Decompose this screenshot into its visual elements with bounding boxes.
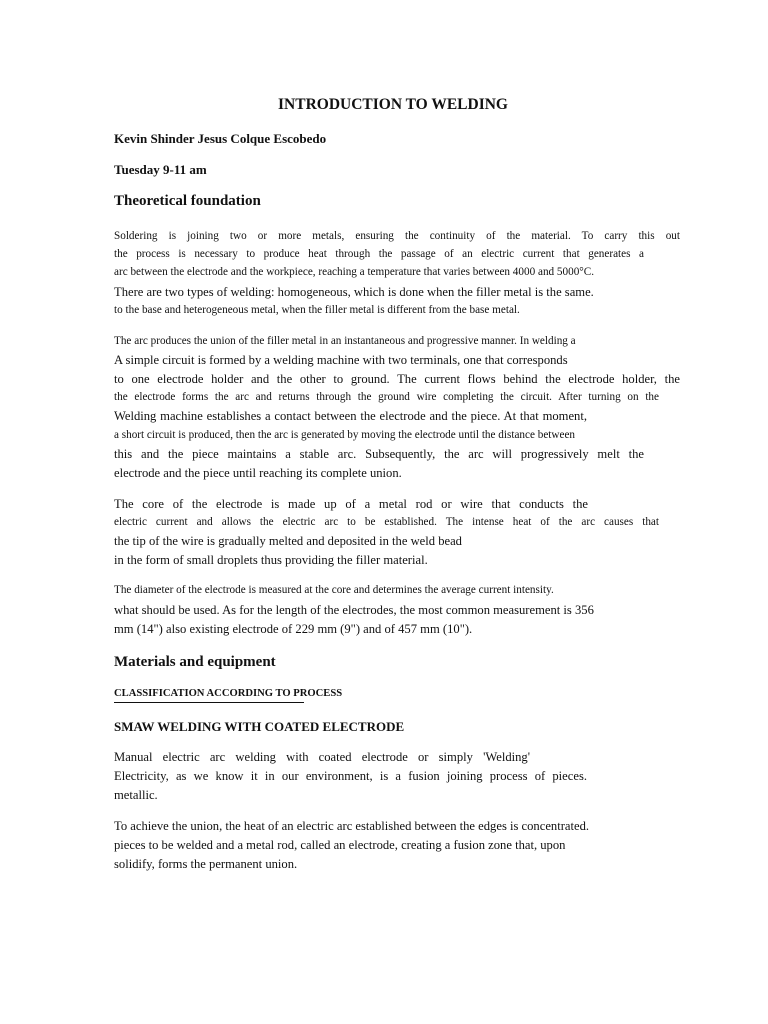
paragraph-line: in the form of small droplets thus providing the filler material. — [114, 553, 428, 567]
heading-theoretical-foundation: Theoretical foundation — [114, 193, 261, 209]
paragraph-line: To achieve the union, the heat of an electric arc established between the edges is concentrated. — [114, 819, 590, 833]
paragraph-line: a short circuit is produced, then the arc is generated by moving the electrode until the distance between — [114, 429, 576, 441]
paragraph-line: Electricity, as we know it in our environment, is a fusion joining process of pieces. — [114, 769, 587, 783]
paragraph-line: Welding machine establishes a contact between the electrode and the piece. At that moment, — [114, 409, 587, 423]
paragraph-line: the electrode forms the arc and returns through the ground wire completing the circuit. After turning on the — [114, 391, 659, 403]
classification-heading: CLASSIFICATION ACCORDING TO PROCESS — [114, 688, 343, 699]
paragraph-line: metallic. — [114, 788, 158, 802]
paragraph-line: The diameter of the electrode is measured at the core and determines the average current intensity. — [114, 584, 554, 596]
smaw-subheading: SMAW WELDING WITH COATED ELECTRODE — [114, 719, 405, 734]
paragraph-line: pieces to be welded and a metal rod, called an electrode, creating a fusion zone that, upon — [114, 838, 566, 852]
document-title: INTRODUCTION TO WELDING — [278, 96, 508, 113]
paragraph-line: A simple circuit is formed by a welding machine with two terminals, one that corresponds — [114, 353, 568, 367]
paragraph-line: to the base and heterogeneous metal, when the filler metal is different from the base metal. — [114, 304, 520, 316]
paragraph-line: electric current and allows the electric arc to be established. The intense heat of the arc causes that — [114, 516, 659, 528]
author-name: Kevin Shinder Jesus Colque Escobedo — [114, 131, 327, 146]
paragraph-line: to one electrode holder and the other to ground. The current flows behind the electrode holder, the — [114, 372, 680, 386]
paragraph-line: solidify, forms the permanent union. — [114, 857, 298, 871]
paragraph-line: Manual electric arc welding with coated electrode or simply 'Welding' — [114, 750, 530, 764]
paragraph-line: what should be used. As for the length of the electrodes, the most common measurement is 356 — [114, 603, 594, 617]
paragraph-line: Soldering is joining two or more metals, ensuring the continuity of the material. To carry this out — [114, 230, 680, 242]
paragraph-line: The arc produces the union of the filler metal in an instantaneous and progressive manner. In welding a — [114, 335, 576, 347]
paragraph-line: arc between the electrode and the workpiece, reaching a temperature that varies between 4000 and 5000°C. — [114, 266, 595, 278]
paragraph-line: this and the piece maintains a stable arc. Subsequently, the arc will progressively melt the — [114, 447, 644, 461]
paragraph-line: electrode and the piece until reaching its complete union. — [114, 466, 402, 480]
paragraph-line: mm (14") also existing electrode of 229 mm (9") and of 457 mm (10"). — [114, 622, 473, 636]
paragraph-line: the process is necessary to produce heat through the passage of an electric current that generates a — [114, 248, 644, 260]
paragraph-line: There are two types of welding: homogeneous, which is done when the filler metal is the same. — [114, 285, 594, 299]
classification-underline — [114, 702, 304, 703]
paragraph-line: The core of the electrode is made up of a metal rod or wire that conducts the — [114, 497, 588, 511]
paragraph-line: the tip of the wire is gradually melted and deposited in the weld bead — [114, 534, 462, 548]
class-schedule: Tuesday 9-11 am — [114, 162, 207, 177]
heading-materials-and-equipment: Materials and equipment — [114, 654, 276, 670]
